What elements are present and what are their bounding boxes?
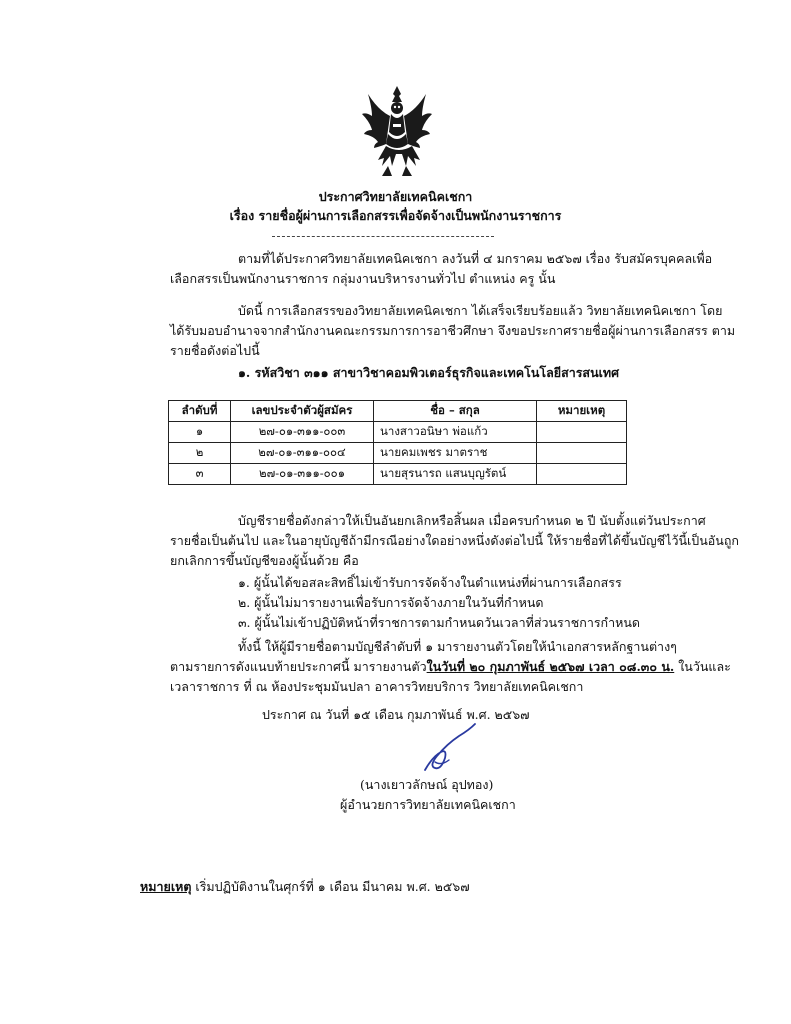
condition-item: ๑. ผู้นั้นได้ขอสละสิทธิ์ไม่เข้ารับการจัดจ้างในตำแหน่งที่ผ่านการเลือกสรร — [238, 575, 622, 590]
para2-line2: ได้รับมอบอำนาจจากสำนักงานคณะกรรมการการอาชีวศึกษา จึงขอประกาศรายชื่อผู้ผ่านการเลือกสรร ตาม — [170, 323, 736, 338]
para1-line1: ตามที่ได้ประกาศวิทยาลัยเทคนิคเชกา ลงวันที่ ๔ มกราคม ๒๕๖๗ เรื่อง รับสมัครบุคคลเพื่อ — [238, 251, 713, 266]
table-row — [169, 443, 627, 464]
document-subject: เรื่อง รายชื่อผู้ผ่านการเลือกสรรเพื่อจัดจ้างเป็นพนักงานราชการ — [229, 208, 562, 223]
document-org-title: ประกาศวิทยาลัยเทคนิคเชกา — [318, 189, 473, 204]
para4-line2-start: ตามรายการดังแนบท้ายประกาศนี้ มารายงานตัว — [170, 659, 427, 674]
cell-applicant-id: ๒๗-๐๑-๓๑๑-๐๐๑ — [231, 464, 374, 485]
para4-line2-end: ในวันและ — [674, 659, 731, 674]
table-row — [169, 422, 627, 443]
signer-name: (นางเยาวลักษณ์ อุปทอง) — [360, 777, 494, 792]
para3-line1: บัญชีรายชื่อดังกล่าวให้เป็นอันยกเลิกหรือสิ้นผล เมื่อครบกำหนด ๒ ปี นับตั้งแต่วันประกาศ — [238, 513, 706, 528]
cell-order: ๒ — [169, 443, 231, 464]
para4-line1: ทั้งนี้ ให้ผู้มีรายชื่อตามบัญชีลำดับที่ ๑ มารายงานตัวโดยให้นำเอกสารหลักฐานต่างๆ — [238, 639, 677, 654]
cell-order: ๓ — [169, 464, 231, 485]
footnote — [140, 878, 470, 896]
para3-line3: ยกเลิกการขึ้นบัญชีของผู้นั้นด้วย คือ — [170, 553, 359, 568]
cell-applicant-id: ๒๗-๐๑-๓๑๑-๐๐๔ — [231, 443, 374, 464]
para1-line2: เลือกสรรเป็นพนักงานราชการ กลุ่มงานบริหารงานทั่วไป ตำแหน่ง ครู นั้น — [170, 271, 556, 286]
garuda-emblem-icon — [360, 84, 434, 178]
cell-name: นายคมเพชร มาตราช — [374, 443, 537, 464]
cell-name: นางสาวอนิษา พ่อแก้ว — [374, 422, 537, 443]
signature-mark — [415, 722, 485, 782]
para2-line1: บัดนี้ การเลือกสรรของวิทยาลัยเทคนิคเชกา ได้เสร็จเรียบร้อยแล้ว วิทยาลัยเทคนิคเชกา โดย — [238, 303, 723, 318]
title-divider — [272, 236, 494, 237]
cell-remark — [537, 443, 627, 464]
condition-item: ๓. ผู้นั้นไม่เข้าปฏิบัติหน้าที่ราชการตามกำหนดวันเวลาที่ส่วนราชการกำหนด — [238, 615, 641, 630]
column-header-name: ชื่อ – สกุล — [374, 401, 537, 422]
footnote-text: เริ่มปฏิบัติงานในศุกร์ที่ ๑ เดือน มีนาคม พ.ศ. ๒๕๖๗ — [191, 879, 470, 894]
signer-position: ผู้อำนวยการวิทยาลัยเทคนิคเชกา — [340, 797, 516, 812]
para3-line2: รายชื่อเป็นต้นไป และในอายุบัญชีถ้ามีกรณีอย่างใดอย่างหนึ่งดังต่อไปนี้ ให้รายชื่อที่ได้ขึ้นบัญชีไว้นี้เป็นอันถูก — [170, 533, 739, 548]
para4-line3: เวลาราชการ ที่ ณ ห้องประชุมมันปลา อาคารวิทยบริการ วิทยาลัยเทคนิคเชกา — [170, 679, 584, 694]
table-row — [169, 464, 627, 485]
para4-line2 — [170, 658, 731, 676]
column-header-remark: หมายเหตุ — [537, 401, 627, 422]
cell-order: ๑ — [169, 422, 231, 443]
section-title: ๑. รหัสวิชา ๓๑๑ สาขาวิชาคอมพิวเตอร์ธุรกิจและเทคโนโลยีสารสนเทศ — [238, 365, 620, 380]
footnote-label: หมายเหตุ — [140, 879, 192, 894]
announcement-date: ประกาศ ณ วันที่ ๑๕ เดือน กุมภาพันธ์ พ.ศ. ๒๕๖๗ — [262, 707, 530, 722]
report-date-highlight: ในวันที่ ๒๐ กุมภาพันธ์ ๒๕๖๗ เวลา ๐๘.๓๐ น. — [426, 659, 675, 674]
condition-item: ๒. ผู้นั้นไม่มารายงานเพื่อรับการจัดจ้างภายในวันที่กำหนด — [238, 595, 544, 610]
cell-applicant-id: ๒๗-๐๑-๓๑๑-๐๐๓ — [231, 422, 374, 443]
table-header-row — [169, 401, 627, 422]
cell-remark — [537, 422, 627, 443]
cell-remark — [537, 464, 627, 485]
para2-line3: รายชื่อดังต่อไปนี้ — [170, 343, 260, 358]
column-header-applicant-id: เลขประจำตัวผู้สมัคร — [231, 401, 374, 422]
cell-name: นายสุรนารถ แสนบุญรัตน์ — [374, 464, 537, 485]
column-header-order: ลำดับที่ — [169, 401, 231, 422]
candidate-table — [168, 400, 627, 485]
